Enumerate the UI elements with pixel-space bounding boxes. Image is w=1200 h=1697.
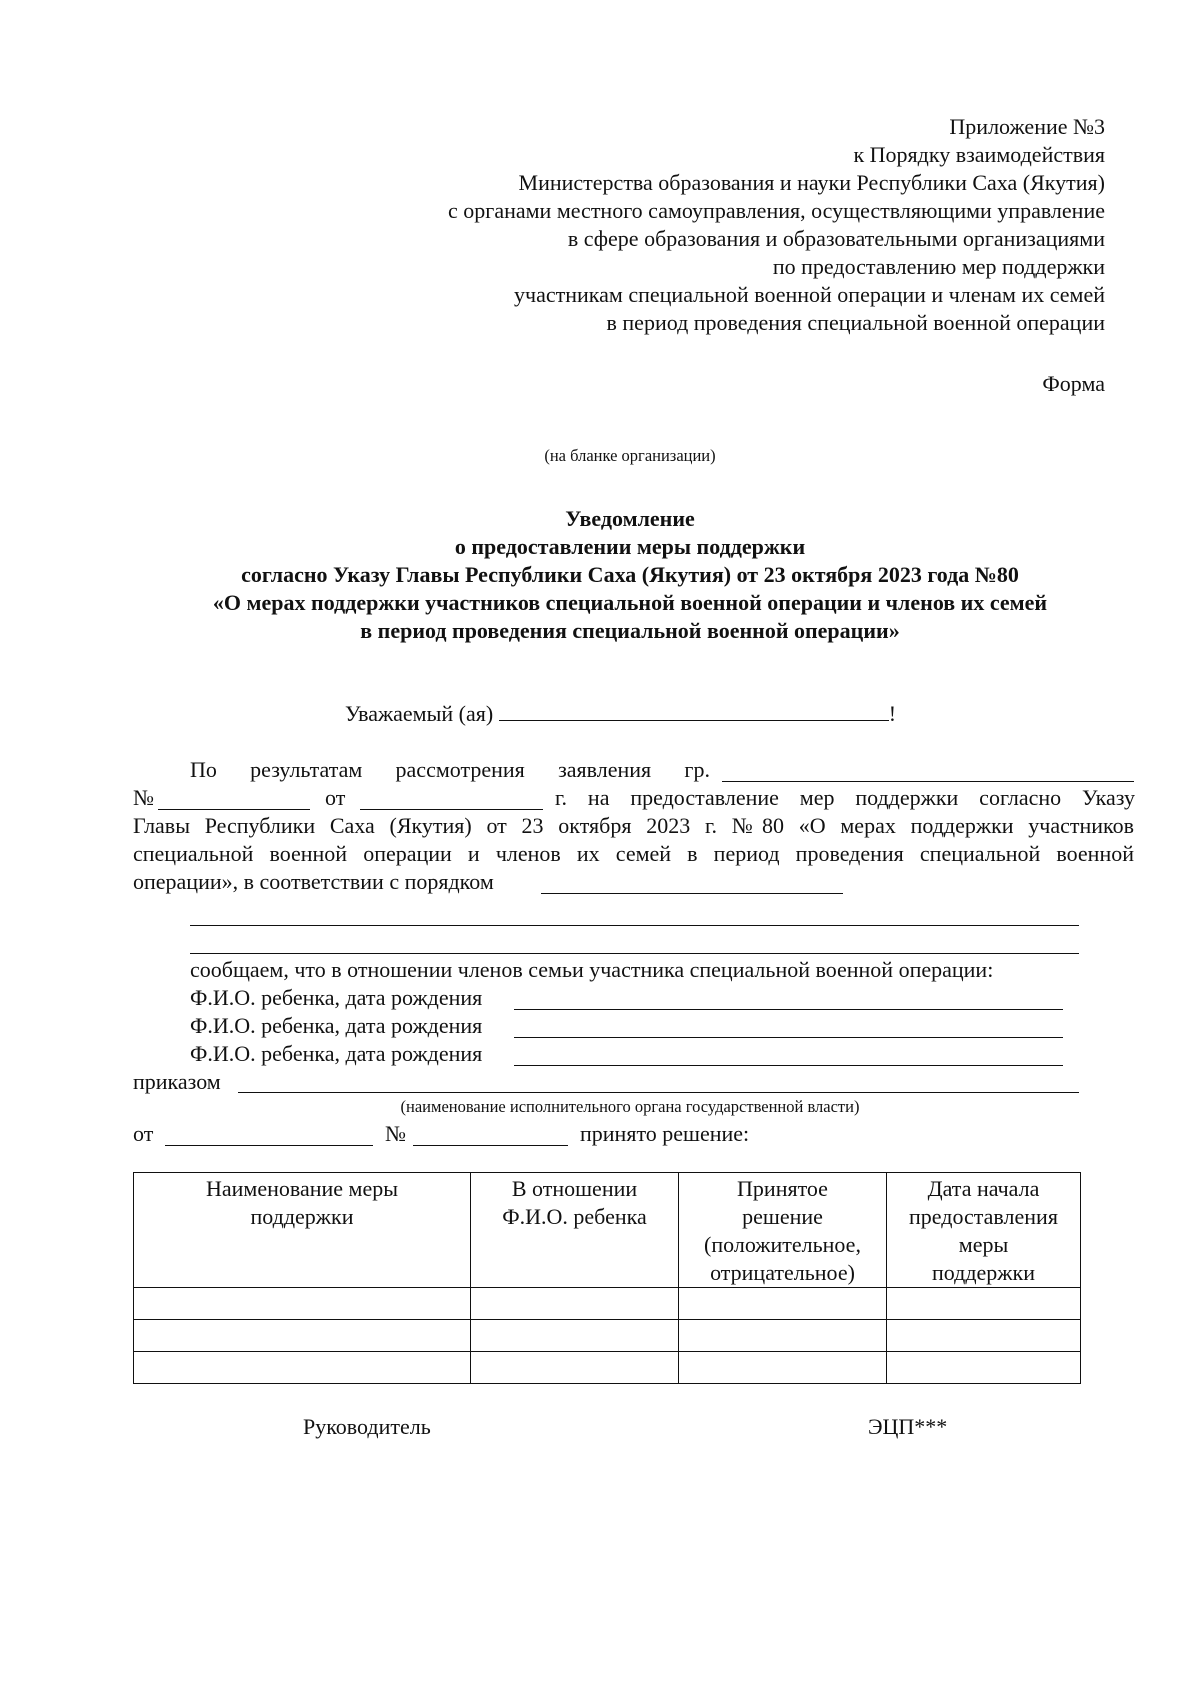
child-2-blank[interactable] [514,1037,1063,1038]
decision-label: принято решение: [580,1121,750,1146]
order-date-blank[interactable] [165,1145,373,1146]
appendix-line-8: в период проведения специальной военной операции [606,310,1105,335]
addressee-blank[interactable] [499,700,889,721]
form-label: Форма [1042,371,1105,396]
body-word: рассмотрения [395,757,525,782]
order-caption: (наименование исполнительного органа государственной власти) [400,1097,860,1116]
table-cell[interactable] [887,1352,1081,1384]
child-1-blank[interactable] [514,1009,1063,1010]
procedure-blank-line-2[interactable] [190,925,1079,926]
table-header-measure: Наименование меры поддержки [134,1173,471,1288]
inform-line: сообщаем, что в отношении членов семьи участника специальной военной операции: [190,957,994,982]
table-cell[interactable] [679,1352,887,1384]
table-cell[interactable] [887,1288,1081,1320]
table-cell[interactable] [134,1352,471,1384]
application-no-label: № [133,785,154,810]
table-header-decision: Принятое решение (положительное, отрицательное) [679,1173,887,1288]
greeting-line [345,700,896,728]
table-cell[interactable] [134,1320,471,1352]
greeting-suffix: ! [888,701,897,726]
title-line-1: Уведомление [565,506,695,531]
table-cell[interactable] [887,1320,1081,1352]
appendix-line-5: в сфере образования и образовательными организациями [567,226,1105,251]
table-row [134,1288,1081,1320]
head-signature-label: Руководитель [303,1414,431,1439]
table-cell[interactable] [471,1288,679,1320]
order-no-blank[interactable] [413,1145,568,1146]
table-cell[interactable] [679,1288,887,1320]
procedure-blank[interactable] [541,893,843,894]
support-measures-table [133,1172,1081,1384]
table-row [134,1320,1081,1352]
table-header-child: В отношении Ф.И.О. ребенка [471,1173,679,1288]
order-authority-blank[interactable] [238,1092,1079,1093]
title-line-4: «О мерах поддержки участников специальной военной операции и членов их семей [212,590,1048,615]
table-row [134,1352,1081,1384]
child-label-2: Ф.И.О. ребенка, дата рождения [190,1013,483,1038]
table-header-start-date: Дата начала предоставления меры поддержки [887,1173,1081,1288]
title-line-5: в период проведения специальной военной операции» [360,618,900,643]
letterhead-note: (на бланке организации) [544,446,716,465]
appendix-line-2: к Порядку взаимодействия [853,142,1105,167]
body-line-5: операции», в соответствии с порядком [133,869,494,894]
table-cell[interactable] [471,1352,679,1384]
applicant-name-blank[interactable] [722,781,1134,782]
body-word: гр. [684,757,710,782]
body-line-4: специальной военной операции и членов их семей в период проведения специальной военной [133,841,1134,866]
order-label: приказом [133,1069,221,1094]
body-line-3: Главы Республики Саха (Якутия) от 23 октября 2023 г. №80 «О мерах поддержки участников [133,813,1134,838]
title-line-3: согласно Указу Главы Республики Саха (Якутия) от 23 октября 2023 года №80 [241,562,1019,587]
body-line-1 [190,756,710,784]
appendix-line-3: Министерства образования и науки Республики Саха (Якутия) [518,170,1105,195]
greeting-prefix: Уважаемый (ая) [345,701,494,726]
body-word: результатам [250,757,363,782]
esign-label: ЭЦП*** [868,1414,948,1439]
body-line-2-rest: г. на предоставление мер поддержки согласно Указу [555,785,1135,810]
table-cell[interactable] [679,1320,887,1352]
table-cell[interactable] [471,1320,679,1352]
table-cell[interactable] [134,1288,471,1320]
child-label-1: Ф.И.О. ребенка, дата рождения [190,985,483,1010]
application-date-label: от [325,785,346,810]
appendix-line-1: Приложение №3 [949,114,1105,139]
procedure-blank-line-3[interactable] [190,953,1079,954]
body-word: заявления [558,757,652,782]
order-date-label: от [133,1121,154,1146]
body-word: По [190,757,217,782]
title-line-2: о предоставлении меры поддержки [454,534,806,559]
application-date-blank[interactable] [360,809,543,810]
appendix-line-6: по предоставлению мер поддержки [772,254,1105,279]
appendix-line-4: с органами местного самоуправления, осуществляющими управление [448,198,1105,223]
appendix-line-7: участникам специальной военной операции и членам их семей [514,282,1105,307]
child-label-3: Ф.И.О. ребенка, дата рождения [190,1041,483,1066]
order-no-label: № [385,1121,406,1146]
child-3-blank[interactable] [514,1065,1063,1066]
table-header-row [134,1173,1081,1288]
application-no-blank[interactable] [158,809,310,810]
